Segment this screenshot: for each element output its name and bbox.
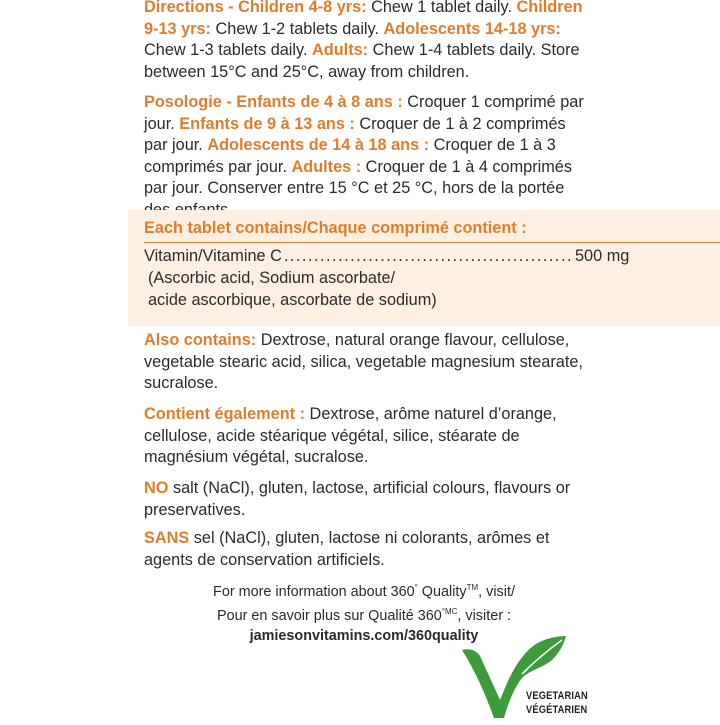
ingredients-title: Each tablet contains/Chaque comprimé contient : — [144, 219, 527, 237]
directions-text: Chew 1-3 tablets daily. — [144, 41, 313, 59]
vegetarian-badge — [460, 634, 588, 720]
badge-label-fr: VÉGÉTARIEN — [526, 704, 588, 716]
contient-label: Contient également : — [144, 405, 306, 423]
directions-label: Children 9-13 yrs: — [144, 0, 583, 38]
mc-mark: °MC — [441, 607, 458, 616]
also-contains-text: Dextrose, natural orange flavour, cellulose, vegetable stearic acid, silica, vegetable magnesium stearate, sucralose. — [144, 331, 583, 392]
directions-label: Adults: — [312, 41, 369, 59]
posologie-label: Posologie - Enfants de 4 à 8 ans : — [144, 93, 403, 111]
no-label: NO — [144, 479, 169, 497]
badge-label-en: VEGETARIAN — [526, 690, 588, 702]
posologie-label: Enfants de 9 à 13 ans : — [179, 114, 355, 133]
posologie-label: Adultes : — [291, 157, 362, 176]
ingredients-panel — [128, 210, 720, 326]
directions-paragraph — [144, 0, 584, 83]
degree-mark: ° — [414, 583, 418, 592]
vitamin-c-source-line: (Ascorbic acid, Sodium ascorbate/ — [148, 269, 396, 287]
directions-text: Chew 1-2 tablets daily. — [210, 19, 384, 38]
posologie-text: Croquer de 1 à 3 comprimés par jour. — [144, 136, 556, 176]
directions-label: Adolescents 14-18 yrs: — [383, 19, 561, 38]
vitamin-c-source — [148, 268, 437, 311]
vitamin-c-amount: 500 mg — [575, 247, 630, 265]
website-link[interactable]: jamiesonvitamins.com/360quality — [249, 628, 479, 644]
more-info-line-fr: Pour en savoir plus sur Qualité $360^{^\circ MC}$, visiter : — [217, 607, 511, 624]
vitamin-c-source-line: acide ascorbique, ascorbate de sodium) — [148, 290, 437, 309]
directions-text: Chew 1 tablet daily. — [366, 0, 517, 16]
dot-leader: ................................................ — [283, 247, 573, 265]
contient-text: Dextrose, arôme naturel d’orange, cellulose, acide stéarique végétal, silice, stéarate de magnésium végétal, sucralose. — [144, 405, 557, 466]
sans-text: sel (NaCl), gluten, lactose ni colorants, arômes et agents de conservation artificiels. — [144, 529, 550, 569]
posologie-text: Croquer de 1 à 2 comprimés par jour. — [144, 114, 566, 154]
sans-paragraph — [144, 528, 584, 571]
vitamin-c-name: Vitamin/Vitamine C — [144, 247, 282, 265]
no-paragraph — [144, 478, 584, 521]
more-info-line-en: For more information about 360° Quality™, visit/ — [213, 583, 515, 600]
contient-paragraph — [144, 404, 584, 469]
no-text: salt (NaCl), gluten, lactose, artificial colours, flavours or preservatives. — [144, 479, 571, 519]
ingredients-divider — [144, 242, 720, 243]
posologie-text: Croquer de 1 à 4 comprimés par jour. Conserver entre 15 °C et 25 °C, hors de la portée — [144, 157, 573, 197]
directions-text: Chew 1-4 tablets daily. Store between 15°C and 25°C, away from children. — [144, 41, 580, 81]
sans-label: SANS — [144, 529, 190, 547]
posologie-paragraph — [144, 92, 584, 221]
trademark-mark: TM — [466, 583, 479, 592]
posologie-text: Croquer 1 comprimé par jour. — [144, 93, 584, 133]
directions-label: Directions - Children 4-8 yrs: — [144, 0, 367, 16]
posologie-label: Adolescents de 14 à 18 ans : — [207, 136, 430, 154]
vitamin-c-row — [144, 246, 630, 267]
also-contains-label: Also contains: — [144, 331, 257, 349]
also-contains-paragraph — [144, 330, 584, 395]
